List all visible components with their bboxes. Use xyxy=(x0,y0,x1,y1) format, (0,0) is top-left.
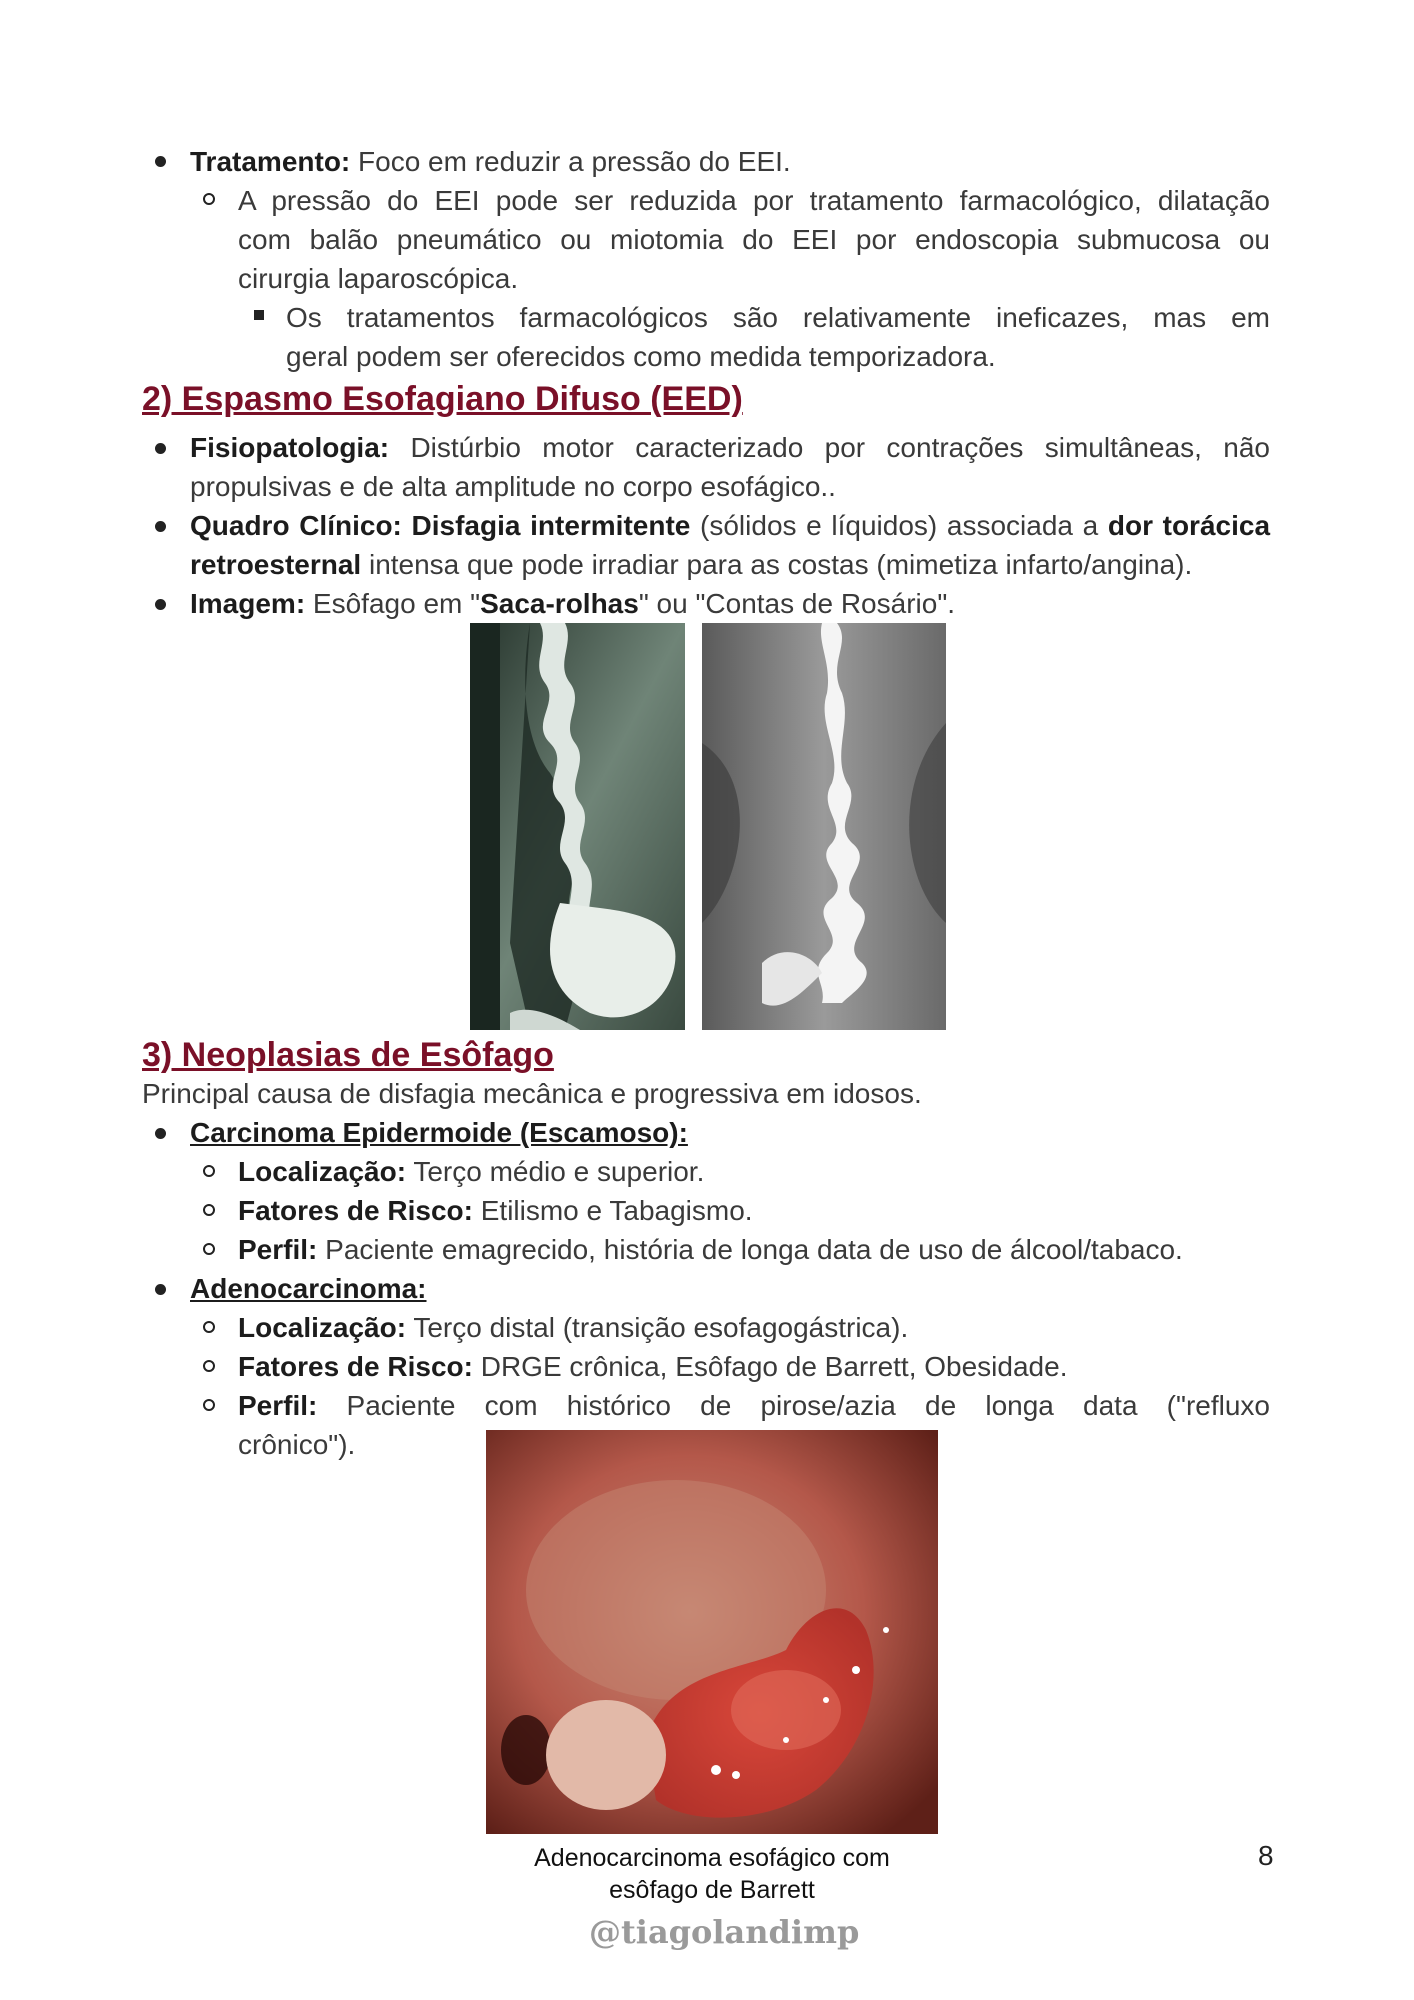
bullet-disc xyxy=(155,1284,166,1295)
a-loc-item xyxy=(238,1308,908,1347)
bullet-disc xyxy=(155,443,166,454)
bullet-circle xyxy=(203,1360,215,1372)
fisio-label: Fisiopatologia: xyxy=(190,432,390,463)
quadro-mid: (sólidos e líquidos) associada a xyxy=(690,510,1108,541)
c-loc-text: Terço médio e superior. xyxy=(406,1156,705,1187)
adeno-heading xyxy=(190,1269,427,1308)
c-risk-text: Etilismo e Tabagismo. xyxy=(472,1195,753,1226)
sub1-line3: cirurgia laparoscópica. xyxy=(238,263,519,294)
xray-left-drawing xyxy=(470,623,685,1030)
c-risk-item xyxy=(238,1191,753,1230)
xray-image-left xyxy=(470,623,685,1030)
imagem-item xyxy=(190,584,955,623)
endoscopy-image xyxy=(486,1430,938,1834)
a-risk-label: Fatores de Risco: xyxy=(238,1351,473,1382)
a-perfil-line2: crônico"). xyxy=(238,1429,356,1460)
quadro-bold2: dor torácica xyxy=(1107,510,1271,541)
bullet-circle xyxy=(203,1321,215,1333)
a-risk-item xyxy=(238,1347,1067,1386)
tratamento-text: Foco em reduzir a pressão do EEI. xyxy=(350,146,791,177)
imagem-pre: Esôfago em " xyxy=(305,588,481,619)
carcinoma-heading xyxy=(190,1113,688,1152)
imagem-post: " ou "Contas de Rosário". xyxy=(638,588,956,619)
bullet-circle xyxy=(203,1165,215,1177)
subsub1-line1: Os tratamentos farmacológicos são relativamente ineficazes, mas em xyxy=(286,302,1270,333)
bullet-disc xyxy=(155,1128,166,1139)
tratamento-item xyxy=(190,142,791,181)
bullet-disc xyxy=(155,521,166,532)
quadro-rest: intensa que pode irradiar para as costas (mimetiza infarto/angina). xyxy=(361,549,1193,580)
bullet-disc xyxy=(155,599,166,610)
page-number: 8 xyxy=(1258,1840,1274,1871)
caption-line1: Adenocarcinoma esofágico com xyxy=(534,1844,890,1872)
adeno-label: Adenocarcinoma: xyxy=(190,1273,427,1304)
bullet-circle xyxy=(203,1204,215,1216)
caption-line2: esôfago de Barrett xyxy=(609,1876,815,1904)
xray-right-drawing xyxy=(702,623,946,1030)
fisio-line2: propulsivas e de alta amplitude no corpo esofágico.. xyxy=(190,471,836,502)
figure-caption xyxy=(486,1842,938,1906)
quadro-line1 xyxy=(190,506,1270,545)
bullet-circle xyxy=(203,193,215,205)
c-perfil-label: Perfil: xyxy=(238,1234,318,1265)
c-perfil-item xyxy=(238,1230,1183,1269)
sub1-line1: A pressão do EEI pode ser reduzida por tratamento farmacológico, dilatação xyxy=(238,185,1270,216)
a-loc-label: Localização: xyxy=(238,1312,407,1343)
a-perfil-label: Perfil: xyxy=(238,1390,318,1421)
bullet-square xyxy=(254,310,264,320)
tratamento-label: Tratamento: xyxy=(190,146,351,177)
fisio-line1 xyxy=(190,428,1270,467)
xray-image-right xyxy=(702,623,946,1030)
bullet-disc xyxy=(155,156,166,167)
a-perfil-text: Paciente com histórico de pirose/azia de longa data ("refluxo xyxy=(317,1390,1270,1421)
author-handle: @tiagolandimp xyxy=(589,1913,860,1951)
section-heading-eed: 2) Espasmo Esofagiano Difuso (EED) xyxy=(142,380,743,418)
neoplasias-intro: Principal causa de disfagia mecânica e progressiva em idosos. xyxy=(142,1078,922,1109)
a-risk-text: DRGE crônica, Esôfago de Barrett, Obesidade. xyxy=(472,1351,1068,1382)
carcinoma-label: Carcinoma Epidermoide (Escamoso): xyxy=(190,1117,688,1148)
endoscopy-drawing xyxy=(486,1430,938,1834)
section-heading-neoplasias: 3) Neoplasias de Esôfago xyxy=(142,1036,554,1074)
c-risk-label: Fatores de Risco: xyxy=(238,1195,473,1226)
sub1-line2: com balão pneumático ou miotomia do EEI por endoscopia submucosa ou xyxy=(238,224,1270,255)
fisio-text: Distúrbio motor caracterizado por contrações simultâneas, não xyxy=(389,432,1270,463)
imagem-bold: Saca-rolhas xyxy=(480,588,639,619)
quadro-bold3: retroesternal xyxy=(190,549,362,580)
imagem-label: Imagem: xyxy=(190,588,306,619)
a-loc-text: Terço distal (transição esofagogástrica). xyxy=(406,1312,909,1343)
c-loc-label: Localização: xyxy=(238,1156,407,1187)
bullet-circle xyxy=(203,1399,215,1411)
a-perfil-line1 xyxy=(238,1386,1270,1425)
c-loc-item xyxy=(238,1152,704,1191)
subsub1-line2: geral podem ser oferecidos como medida temporizadora. xyxy=(286,341,996,372)
c-perfil-text: Paciente emagrecido, história de longa data de uso de álcool/tabaco. xyxy=(317,1234,1183,1265)
bullet-circle xyxy=(203,1243,215,1255)
quadro-line2 xyxy=(190,545,1192,584)
quadro-label: Quadro Clínico: Disfagia intermitente xyxy=(190,510,691,541)
